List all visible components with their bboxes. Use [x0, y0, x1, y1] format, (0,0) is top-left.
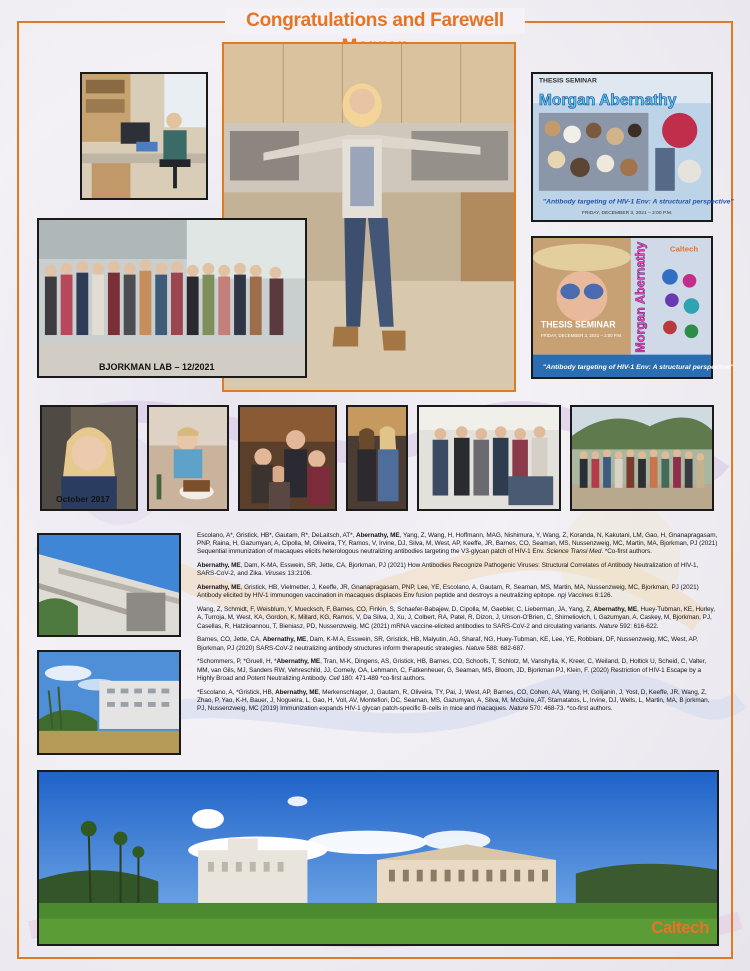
thesis-seminar-slide-sunglasses — [531, 236, 734, 379]
publication-item: Wang, Z, Schmidt, F, Weisblum, Y, Muecksch, F, Barnes, CO, Finkin, S, Schaefer-Babajew, D, Cipolla, M, Gaebler, C, Lieberman, JA, Yang, Z, Abernathy, ME, Huey-Tubman, KE, Hurley, A, Turroja, M, West, KA, Gordon, K, Millard, KG, Ramos, V, Da Silva, J, Xu, J, Colbert, RA, Patel, R, Dizon, J, Unson-O'Brien, C, Shimeliovich, I, Gazumyan, A, Caskey, M, Bjorkman, PJ, Casellas, R, Hatziioannou, T, Bieniasz, PD, Nussenzweig, MC (2021) mRNA vaccine-elicited antibodies to SARS-CoV-2 and circulating variants. Nature 592: 616-622. — [197, 606, 715, 630]
publication-item: Abernathy, ME, Dam, K-MA, Esswein, SR, Jette, CA, Bjorkman, PJ (2021) How Antibodies Recognize Pathogenic Viruses: Structural Correlates of Antibody Neutralization of HIV-1, SARS-CoV-2, and Zika. Viruses 13:2106. — [197, 562, 699, 578]
slide1-date: FRIDAY, DECEMBER 3, 2021 – 2:00 P.M. — [581, 211, 673, 217]
publications-list — [197, 532, 719, 762]
page-title: Congratulations and Farewell — [225, 8, 525, 34]
slide2-name: Morgan Abernathy — [633, 241, 648, 353]
photo-campus-stairway — [37, 533, 181, 637]
slide2-heading: THESIS SEMINAR — [540, 319, 616, 330]
publication-item: *Escolano, A, *Gristick, HB, Abernathy, ME, Merkenschlager, J, Gautam, R, Oliveira, TY, Pai, J, West, AP, Barnes, CO, Cohen, AA, Wang, H, Golijanin, J, Yost, D, Keeffe, JR, Wang, Z, Zhao, P, Yao, K-H, Bauer, J, Nogueira, L, Gao, H, Voll, AV, Montefiori, DC, Seaman, MS, Gazumyan, A, Silva, M, McGuire, AT, Stamatatos, L, Irvine, DJ, Wells, L, Martin, MA, B jorkman, PJ, Nussenzweig, MC (2019) Immunization expands HIV-1 glycan patch-specific B-cells in mice and macaques. Nature 570: 468-73. *co-first authors. — [197, 688, 710, 713]
slide2-logo: Caltech — [669, 244, 699, 254]
slide1-subtitle: "Antibody targeting of HIV-1 Env: A structural perspective" — [542, 198, 734, 206]
photo-lab-members — [417, 405, 561, 511]
photo-birthday-cake — [147, 405, 229, 511]
photo-two-friends — [346, 405, 408, 511]
photo-campus-building — [37, 650, 181, 755]
publication-item: Abernathy, ME, Gristick, HB, Vielmetter, J, Keeffe, JR, Gnanapragasam, PNP, Lee, YE, Escolano, A, Gautam, R, Seaman, MS, Martin, MA, Nussenzweig, MC, Bjorkman, PJ (2021) Antibody elicited by HIV-1 immunogen vaccination in macaques displaces Env fusion peptide and destroys a neutralizing epitope. npj Vaccines 6:126. — [197, 584, 699, 600]
portrait-caption: October 2017 — [56, 494, 110, 504]
photo-lab-desk — [80, 72, 208, 200]
photo-friends-dinner — [238, 405, 337, 511]
publication-item: Barnes, CO, Jette, CA, Abernathy, ME, Dam, K-M A, Esswein, SR, Gristick, HB, Malyutin, AG, Sharaf, NG, Huey-Tubman, KE, Lee, YE, Robbiani, DF, Nussenzweig, MC, West, AP, Bjorkman, PJ (2020) SARS-CoV-2 neutralizing antibody structures inform therapeutic strategies. Nature 588: 682-687. — [197, 636, 698, 652]
photo-bjorkman-lab-group — [37, 218, 307, 378]
slide1-name: Morgan Abernathy — [538, 92, 677, 110]
slide1-heading: THESIS SEMINAR — [538, 77, 597, 85]
photo-caltech-panorama — [37, 770, 719, 946]
photo-portrait-2017 — [40, 405, 138, 511]
lab-photo-caption: BJORKMAN LAB – 12/2021 — [99, 362, 215, 372]
photo-outdoor-group — [570, 405, 714, 511]
slide2-date: FRIDAY, DECEMBER 3, 2021 – 2:00 P.M. — [540, 333, 623, 339]
slide2-subtitle: "Antibody targeting of HIV-1 Env: A structural perspective" — [542, 364, 734, 372]
caltech-logo: Caltech — [651, 918, 709, 937]
publication-item: Escolano, A*, Gristick, HB*, Gautam, R*, DeLaitsch, AT*, Abernathy, ME, Yang, Z, Wang, H, Hoffmann, MAG, Nishimura, Y, Wang, Z, Koranda, N, Kakutani, LM, Gao, H, Gnanapragasam, PNP, Raina, H, Gazumyan, A, Cipolla, M, Oliveira, TY, Ramos, V, Irvine, DJ, Silva, M, West, AP, Keeffe, JR, Barnes, CO, Seaman, MS, Nussenzweig, MC, Martin, MA, Bjorkman, PJ (2021) Sequential immunization of macaques elicits heterologous neutralizing antibodies targeting the V3-glycan patch of HIV-1 Env. Science Transl Med. *Co-first authors. — [197, 532, 718, 556]
publication-item: *Schommers, P, *Gruell, H, *Abernathy, ME, Tran, M-K, Dingens, AS, Gristick, HB, Barnes, CO, Schoofs, T, Schlotz, M, Vanshylla, K, Kreer, C, Weiland, D, Holtick U, Scheid, C, Valter, MM, van Gils, MJ, Sanders RW, Vehreschild, JJ, Cornely, OA, Lehmann, C, Fatkenheuer, G, Seaman, MS, Bloom, JD, Bjorkman PJ, Klein, F. (2020) Restriction of HIV-1 Escape by a Highly Broad and Potent Neutralizing Antibody. Cell 180: 471-489 *co-first authors. — [197, 658, 707, 682]
thesis-seminar-slide-dogs — [531, 72, 734, 222]
